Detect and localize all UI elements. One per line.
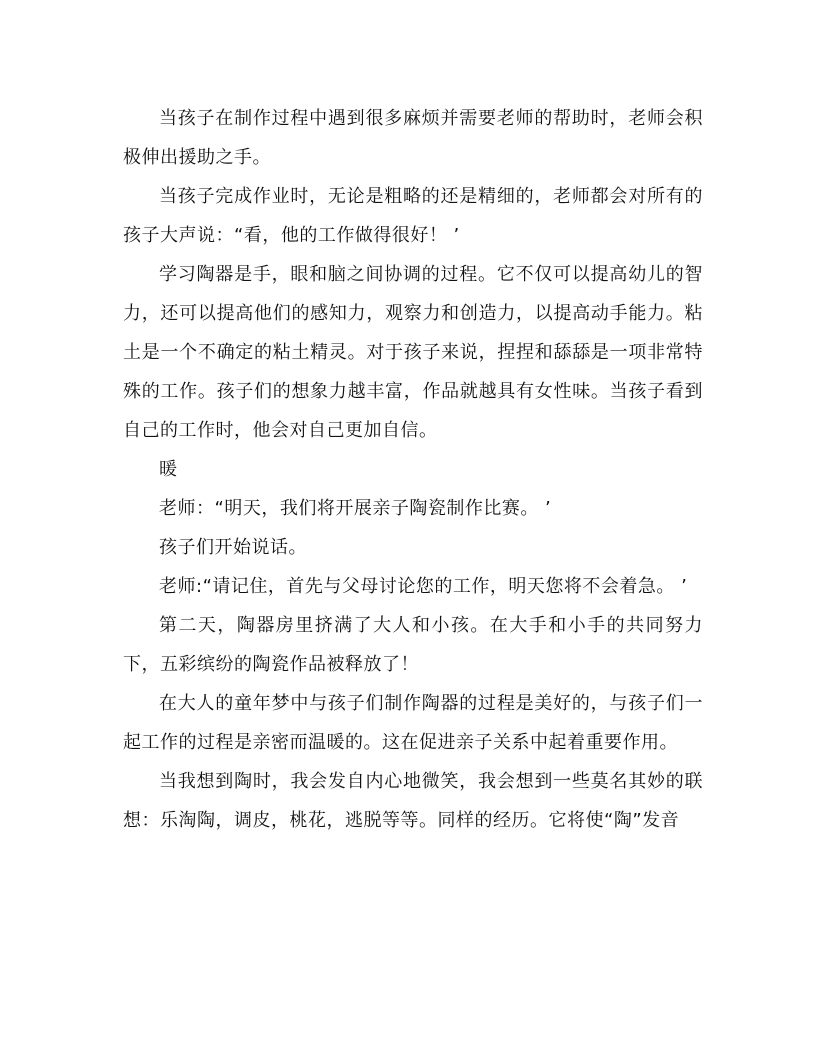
paragraph-childhood-dream: 在大人的童年梦中与孩子们制作陶器的过程是美好的，与孩子们一起工作的过程是亲密而温暖的。这在促进亲子关系中起着重要作用。: [123, 693, 703, 753]
paragraph-homework-praise: 当孩子完成作业时，无论是粗略的还是精细的，老师都会对所有的孩子大声说：“看，他的工作做得很好！ ’: [123, 186, 703, 246]
paragraph-next-day: 第二天，陶器房里挤满了大人和小孩。在大手和小手的共同努力下，五彩缤纷的陶瓷作品被释放了！: [123, 615, 703, 675]
paragraph-pottery-learning: 学习陶器是手，眼和脑之间协调的过程。它不仅可以提高幼儿的智力，还可以提高他们的感知力，观察力和创造力，以提高动手能力。粘土是一个不确定的粘土精灵。对于孩子来说，捏捏和舔舔是一项非常特殊的工作。孩子们的想象力越丰富，作品就越具有女性味。当孩子看到自己的工作时，他会对自己更加自信。: [123, 264, 703, 441]
paragraph-teacher-help: 当孩子在制作过程中遇到很多麻烦并需要老师的帮助时，老师会积极伸出援助之手。: [123, 108, 703, 168]
paragraph-teacher-announcement: 老师：“明天，我们将开展亲子陶瓷制作比赛。 ’: [159, 498, 552, 519]
paragraph-warm: 暖: [159, 459, 178, 480]
paragraph-associations: 当我想到陶时，我会发自内心地微笑，我会想到一些莫名其妙的联想：乐淘陶，调皮，桃花，逃脱等等。同样的经历。它将使“陶”发音: [123, 771, 703, 831]
paragraph-teacher-reminder: 老师:“请记住，首先与父母讨论您的工作，明天您将不会着急。 ’: [159, 576, 688, 597]
document-body: [123, 99, 703, 840]
paragraph-children-talk: 孩子们开始说话。: [159, 537, 307, 558]
